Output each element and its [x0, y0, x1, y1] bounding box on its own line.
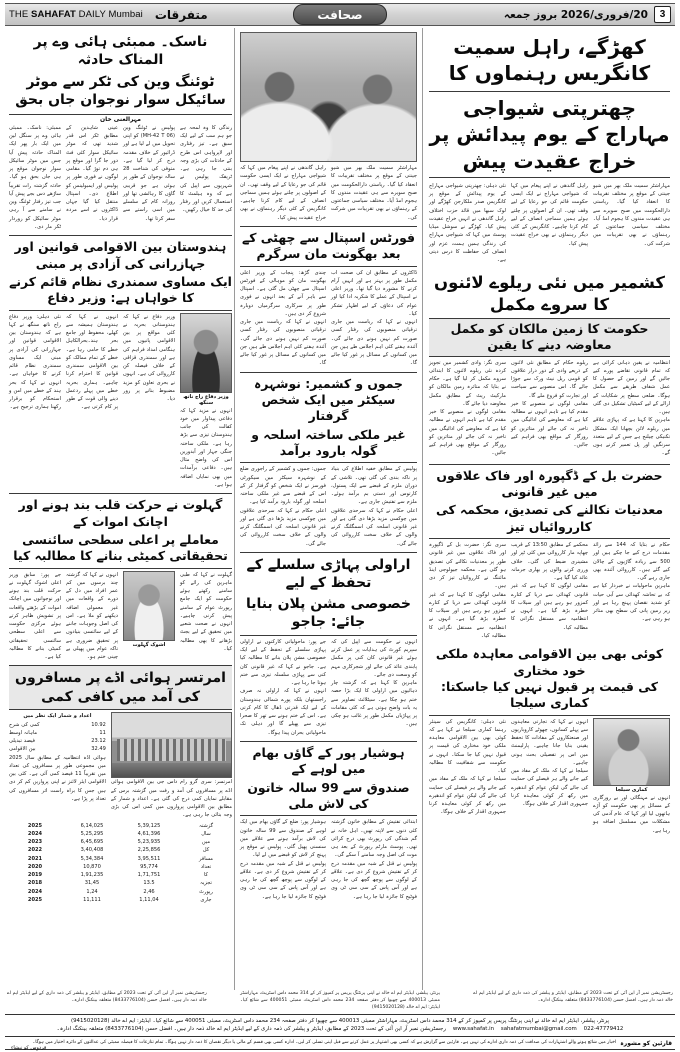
- lead-center-body: [429, 182, 670, 265]
- ad-text: پرنٹر، پبلشر، ایڈیٹر ایم اے خالد نے اپنی پرنٹنگ پریس پر کمپوز کر کے 314 محمد داس اسٹریٹ، مہاراشٹر ممبئی 400013 سے چھپوا کر دفتر صفحہ 234 محمد داس اسٹریٹ، ممبئی 400051 سے شائع کیا۔ ایڈیٹر: ایم اے خالد (9415020128): [240, 991, 440, 1010]
- paragraph: راہل گاندھی نے اپنے پیغام میں کہا کہ شیواجی مہاراج نے ایک ایسی حکومت قائم کی جو رعایا کے لیے وقف تھی۔ ان کے اصولوں پر چلتے ہوئے ہمیں سماجی انصاف کے لیے کام کرنا چاہیے۔ کانگریس کے کئی دیگر رہنماؤں نے بھی خراج عقیدت پیش کیا۔: [511, 182, 588, 247]
- paragraph: ممبئی: ناسک۔ ممبئی ہائی وے پر سنگل لین میں ایک بار پھر ایک المناک حادثہ پیش آیا جس میں موٹر سائیکل سوار نوجوان موقع پر ہی جاں بحق ہو گیا۔ حادثہ گزشتہ رات تقریباً ساڑھے دس بجے پیش آیا جب تیز رفتار ٹوئنگ وین نے سامنے سے آ رہی موٹر سائیکل کو زوردار ٹکر مار دی۔: [9, 124, 61, 230]
- paragraph: امرتسر: سری گرو رام داس جی بین الاقوامی ہوائی اڈے پر مسافروں کی آمد و رفت میں گزشتہ برس کے مقابلے نمایاں کمی درج کی گئی ہے۔ اعداد و شمار کے مطابق بین الاقوامی پروازوں میں کمی اس کی بڑی وجہ بتائی جا رہی ہے۔: [110, 779, 232, 819]
- masthead: [5, 3, 675, 26]
- table-row: کل: [202, 847, 210, 854]
- paragraph: مقامی لوگوں نے منصوبے کا خیر مقدم کیا ہے تاہم انہوں نے مطالبہ کیا ہے کہ معاوضے کی ادائیگی میں تاخیر نہ کی جائے اور متاثرین کو روزگار کے مواقع بھی فراہم کیے جائیں۔: [429, 409, 506, 457]
- table-cell-year: 2020: [27, 863, 43, 870]
- table-cell: 1,71,751: [137, 872, 161, 879]
- column-left: [5, 28, 234, 990]
- publication-date: 20/فروری/2026 بروز جمعہ: [503, 8, 648, 21]
- paragraph: پولیس نے ٹوئنگ وین (MH-42 T 06) کو اپنی تحویل میں لے لیا ہے اور ڈرائیور کے خلاف مقدمہ درج کر لیا گیا ہے۔ متوفی کی شناخت 28 سالہ نوجوان کے طور پر ہوئی ہے جو قریبی گاؤں کا رہائشی تھا اور روزانہ کام کے سلسلے میں اسی راستے سے سفر کرتا تھا۔: [123, 124, 175, 222]
- stat-label: فیصد تبدیلی: [9, 738, 35, 745]
- paragraph: ماہرین کا کہنا ہے کہ پہاڑی علاقے میں ریلوے لائن بچھانا ایک مشکل تکنیکی چیلنج ہے جس کے لیے متعدد سرنگیں اور پل تعمیر کرنے ہوں گے۔: [593, 417, 670, 457]
- paragraph: انتظامیہ نے یقین دہانی کرائی ہے کہ تمام قانونی تقاضے پورے کیے جائیں گے اور زمین کے حصول کا عمل شفاف طریقے سے مکمل ہوگا۔ ضلعی سطح پر شکایات کے ازالے کے لیے کمیٹیاں تشکیل دی گئی ہیں۔: [593, 359, 670, 416]
- article-airport: [9, 665, 232, 904]
- stat-row: [9, 737, 106, 745]
- masthead-left: [504, 6, 671, 23]
- aravali-headline: خصوصی مشن پلان بنایا جائے: جاجو: [245, 595, 412, 631]
- article-defence: [9, 235, 232, 489]
- stat-value: 11: [99, 729, 106, 736]
- table-cell-year: 2018: [27, 880, 43, 887]
- gehlot-headline: معاملے پر اعلی سطحی سائنسی تحقیقاتی کمیٹی بنانے کا مطالبہ کیا: [13, 531, 228, 564]
- paragraph: پولیس نے قتل کے شبہ میں مقدمہ درج کر کے تفتیش شروع کر دی ہے۔ علاقے کے لوگوں سے پوچھ گچھ کی جا رہی ہے اور آس پاس کے سی سی ٹی وی فوٹیج کا جائزہ لیا جا رہا ہے۔: [240, 860, 326, 900]
- sahafat-logo: صحافت: [293, 4, 387, 25]
- article-nowshera: [240, 372, 417, 548]
- contact-line: [8, 1025, 672, 1034]
- article-aravali: [240, 552, 417, 737]
- paragraph: مقامی لوگوں کا کہنا ہے کہ غیر قانونی کھدائی سے دریا کے کنارے کمزور ہو رہے ہیں اور سیلاب کا خطرہ بڑھ گیا ہے۔ انہوں نے انتظامیہ سے مستقل نگرانی کا مطالبہ کیا۔: [511, 583, 588, 631]
- stat-value: 10.92: [91, 721, 106, 728]
- table-row: گزشتہ: [198, 822, 214, 829]
- reader-notice: [5, 1038, 675, 1050]
- eng-bold: SAHAFAT: [31, 9, 76, 20]
- paragraph: ہوشیار پور: ضلع کے گاؤں بھام میں ایک لوہے کے صندوق سے 99 سالہ خاتون کی لاش برآمد ہونے سے علاقے میں سنسنی پھیل گئی۔ پولیس نے موقع پر پہنچ کر لاش کو قبضے میں لے لیا۔: [240, 819, 326, 859]
- article-selja: [429, 646, 670, 835]
- stats-list: [9, 721, 106, 754]
- stats-title: اعداد و شمار ایک نظر میں: [23, 713, 92, 720]
- paragraph: مقامی لوگوں نے منصوبے کا خیر مقدم کیا ہے تاہم انہوں نے مطالبہ کیا ہے کہ معاوضے کی ادائیگی میں تاخیر نہ کی جائے اور متاثرین کو روزگار کے مواقع بھی فراہم کیے جائیں۔: [511, 400, 588, 449]
- paragraph: انہوں نے حکومت سے اپیل کی کہ سپریم کورٹ کی ہدایات پر عمل کرتے ہوئے غیر قانونی کان کنی پر مکمل پابندی عائد کی جائے اور شجرکاری مہم کو وسعت دی جائے۔: [331, 638, 417, 678]
- paragraph: انہوں نے کہا کہ گزشتہ چند برسوں میں کم عمر افراد میں دل کے دورے کے واقعات میں غیر معمولی اضافہ دیکھنے کو ملا ہے۔ اس کی اصل وجوہات جاننے کے لیے سائنسی بنیادوں پر تحقیق ضروری ہے تاکہ عوام میں پھیلی بے چینی ختم ہو۔: [66, 571, 118, 661]
- phone-number: 022-47779412: [583, 1026, 624, 1033]
- paragraph: نئی دہلی: وزیر دفاع راج ناتھ سنگھ نے کہا ہے کہ ہندوستان بین الاقوامی قوانین اور جہازرانی کی آزادی پر مبنی ایک مساوی سمندری نظام قائم کرنے کا خواہاں ہے۔ انہوں نے کہا کہ بحر ہند کے خطے میں امن و استحکام کو برقرار رکھنا ہماری ترجیح ہے۔: [9, 313, 61, 411]
- paragraph: محکمے کے مطابق 13:50 کے قریب چھاپہ مار کارروائی میں کئی ٹپر اور مشینری ضبط کی گئی۔ خلاف ورزی کرنے والوں پر بھاری جرمانہ عائد کیا گیا ہے۔: [511, 542, 588, 582]
- table-row: تعداد: [200, 863, 212, 870]
- paragraph: انہوں نے کہا کہ ہندوستان ہمیشہ سے کھلے، محفوظ اور جامع بحر ہند۔بحرالکاہل خطے کا حامی رہا ہے۔ خطے کے تمام ممالک کو بین الاقوامی سمندری قوانین کا احترام کرنا چاہیے۔ ہماری بحریہ خطے میں پہلے ردعمل دینے والی قوت کے طور پر کام کرتی ہے۔: [66, 313, 118, 411]
- paragraph: جے پور: ماحولیاتی کارکنوں نے اراولی پہاڑی سلسلے کے تحفظ کے لیے ایک خصوصی مشن پلان بنانے کا مطالبہ کیا ہے۔ جاجو نے کہا کہ غیر قانونی کان کنی سے پہاڑی سلسلہ تیزی سے ختم ہوتا جا رہا ہے۔: [240, 638, 326, 686]
- table-cell: 4,61,396: [137, 830, 161, 837]
- photo-rahul-kharge: [240, 32, 417, 162]
- table-cell: 5,23,935: [137, 839, 161, 846]
- page-footer: [5, 990, 675, 1050]
- table-cell: 5,34,384: [80, 855, 104, 862]
- english-masthead: [9, 9, 143, 20]
- paragraph: ماہرین ماحولیات نے خبردار کیا ہے کہ بے تحاشہ کھدائی سے آبی حیات کو شدید نقصان پہنچ رہا ہے اور زیر زمین پانی کی سطح بھی متاثر ہو رہی ہے۔: [593, 583, 670, 623]
- table-col-b: [123, 822, 175, 905]
- kashmir-rail-headline: حکومت کا زمین مالکان کو مکمل معاوضہ دینے کا یقین: [450, 320, 649, 353]
- hoshiarpur-headline: صندوق سے 99 سالہ خاتون کی لاش ملی: [247, 779, 410, 811]
- table-row: میں: [201, 839, 211, 846]
- paragraph: عینی شاہدین کے مطابق ٹکر اس قدر شدید تھی کہ موٹر سائیکل سوار کئی فٹ دور جا گرا اور موقع پر ہی دم توڑ گیا۔ مقامی لوگوں نے فوری طور پر پولیس اور ایمبولینس کو اطلاع دی۔ اسپتال منتقل کیا گیا جہاں ڈاکٹروں نے اسے مردہ قرار دیا۔: [66, 124, 118, 222]
- stat-row: [9, 729, 106, 737]
- paragraph: مقامی لوگوں کا کہنا ہے کہ غیر قانونی کھدائی سے دریا کے کنارے کمزور ہو رہے ہیں اور سیلاب کا خطرہ بڑھ گیا ہے۔ انہوں نے انتظامیہ سے مستقل نگرانی کا مطالبہ کیا۔: [429, 591, 506, 639]
- paragraph: سری نگر: وادی کشمیر میں تجویز کردہ نئی ریلوے لائنوں کا ابتدائی سروے مکمل کر لیا گیا ہے۔ حکام نے بتایا کہ متاثرہ زمین مالکان کو مارکیٹ ریٹ کے مطابق مکمل معاوضہ دیا جائے گا۔: [429, 359, 506, 407]
- lead-center-kicker: کھڑگے، راہل سمیت کانگریس رہنماوں کا: [448, 35, 651, 86]
- nowshera-kicker: جموں و کشمیر: نوشہرہ سیکٹر میں ایک شخص گرفتار: [254, 375, 403, 424]
- paragraph: پولیس کے مطابق خفیہ اطلاع کی بنیاد پر ناکہ بندی کی گئی تھی۔ تلاشی کے دوران ملزم کے قبضے سے ایک پستول، کارتوس اور دستی بم برآمد ہوئے۔ ملزم سے تفتیش جاری ہے۔: [331, 466, 417, 506]
- imprint-box: [5, 1014, 675, 1037]
- table-col-a: [66, 822, 118, 905]
- table-row: سال: [201, 830, 211, 837]
- article-nashik-accident: [9, 33, 232, 231]
- paragraph: پولیس نے قتل کے شبہ میں مقدمہ درج کر کے تفتیش شروع کر دی ہے۔ علاقے کے لوگوں سے پوچھ گچھ کی جا رہی ہے اور آس پاس کے سی سی ٹی وی فوٹیج کا جائزہ لیا جا رہا ہے۔: [331, 860, 417, 900]
- gehlot-kicker: گہلوت نے حرکت قلب بند ہونے اور اچانک اموات کے: [18, 497, 223, 529]
- paragraph: سری نگر: حضرت بل کے ڈگپورہ اور فاک علاقوں میں غیر قانونی طور پر معدنیات نکالنے کی تصدیق ہو گئی ہے۔ محکمہ جیولوجی اینڈ مائننگ نے کارروائیاں تیز کر دی ہیں۔: [429, 542, 506, 590]
- lead-center-col-1: [429, 182, 506, 265]
- paragraph: جے پور: سابق وزیر اعلی اشوک گہلوت نے حرکت قلب بند ہونے اور نوجوانوں میں اچانک اموات کے بڑھتے واقعات پر تشویش ظاہر کرتے ہوئے مرکزی حکومت سے اعلی سطحی سائنسی تحقیقاتی کمیٹی بنانے کا مطالبہ کیا ہے۔: [9, 571, 61, 661]
- table-col-c: [180, 822, 232, 905]
- aravali-kicker: اراولی پہاڑی سلسلے کے تحفظ کے لیے: [246, 556, 411, 592]
- table-cell: 1,24: [86, 888, 98, 895]
- paragraph: زندگی کا وہ لمحہ ہے جو ہم سب کے لیے ایک سبق ہے۔ تیز رفتاری اور لاپرواہی اس طرح کے حادثات کی بڑی وجہ بنتی جا رہی ہے۔ ٹریفک پولیس نے شہریوں سے اپیل کی ہے کہ وہ ہیلمٹ کا استعمال کریں اور رفتار کی حد کا خیال رکھیں۔: [180, 124, 232, 214]
- nowshera-headline: غیر ملکی ساختہ اسلحہ و گولہ بارود برآمد: [251, 426, 406, 458]
- table-cell: 5,39,125: [137, 822, 161, 829]
- registration-line: رجسٹریشن نمبر آر این آئی کے تحت 2023 کے مطابق، ایڈیٹر و پبلشر کی ذمہ داری کے لیے ایڈیٹر ایم اے خالد ذمہ دار ہیں۔ افضل حسن (8433776104) متعلقہ بینکنگ ادارہ۔: [56, 1026, 446, 1033]
- section-title: متفرقات: [154, 7, 208, 22]
- nashik-kicker: ناسک۔ ممبئی ہائی وے پر المناک حادثہ: [33, 34, 208, 69]
- stat-label: کمی کی شرح: [9, 721, 40, 728]
- airport-headline: امرتسر ہوائی اڈے پر مسافروں کی آمد میں کافی کمی: [15, 670, 226, 705]
- masthead-right: [9, 8, 208, 22]
- table-cell: 2,46: [143, 888, 155, 895]
- table-cell-year: 2019: [27, 872, 43, 879]
- paragraph: انہوں نے کہا کہ ریاست میں جاری ترقیاتی منصوبوں کی رفتار کسی صورت کم نہیں ہونے دی جائے گی۔ آئندہ ہفتے کئی اہم اجلاس طے ہیں جن میں کسانوں کے مسائل پر غور کیا جائے گا۔: [331, 319, 417, 367]
- paragraph: وزیر دفاع نے کہا کہ ہندوستانی بحریہ نے کئی مواقع پر بین الاقوامی پانیوں میں ہنگامی امداد فراہم کی ہے اور سمندری قزاقی کے خلاف فیصلہ کن کارروائی کی ہے۔ انہوں نے بحری تعاون کو مزید مضبوط بنانے پر زور دیا۔: [122, 313, 175, 403]
- website-link[interactable]: www.sahafat.in: [452, 1026, 495, 1033]
- column-middle: [234, 28, 422, 990]
- paragraph: مہاراشٹر سمیت ملک بھر میں شیو جینتی کے موقع پر مختلف تقریبات کا انعقاد کیا گیا۔ ریاستی دارالحکومت میں صبح سویرے سے ہی عقیدت مندوں کا ہجوم امڈ آیا۔ مختلف سیاسی جماعتوں کے رہنماؤں نے بھی تقریبات میں شرکت کی۔: [331, 165, 417, 221]
- paragraph: انہوں نے کہا کہ تجارتی معاہدوں سے پہلے کسانوں، چھوٹے کاروباریوں اور صنعتکاروں کے مفادات کا تحفظ یقینی بنایا جانا چاہیے۔ پارلیمنٹ میں اس پر تفصیلی بحث ہونی چاہیے۔: [511, 718, 588, 766]
- photo-rajnath-singh: [180, 313, 232, 393]
- newspaper-page: [0, 3, 680, 1052]
- table-cell: 13.5: [143, 880, 155, 887]
- stat-label: ماہانہ اوسط: [9, 729, 38, 736]
- stat-row: [9, 721, 106, 729]
- paragraph: نئی دہلی: کانگریس کی سینئر رہنما کماری سیلجا نے کہا ہے کہ کوئی بھی بین الاقوامی معاہدہ ملکی خود مختاری کی قیمت پر قبول نہیں کیا جا سکتا۔ انہوں نے حکومت سے شفافیت کا مطالبہ کیا۔: [429, 718, 506, 775]
- table-cell: 3,40,408: [80, 847, 104, 854]
- table-cell: 1,11,04: [139, 896, 159, 903]
- table-cell-year: 2024: [27, 888, 43, 895]
- page-number: 3: [654, 6, 671, 23]
- notice-tag: قارئین کو مشورہ: [620, 1040, 672, 1047]
- paragraph: ماہرین کا کہنا ہے کہ گزشتہ چار دہائیوں میں اراولی کا ایک بڑا حصہ ختم ہو چکا ہے۔ سیٹلائٹ تصاویر سے یہ بات واضح ہوتی ہے کہ کئی مقامات پر پہاڑیاں مکمل طور پر غائب ہو چکی ہیں۔: [331, 680, 417, 728]
- paragraph: ہوائی اڈہ انتظامیہ کے مطابق سال 2025 میں مجموعی طور پر مسافروں کی تعداد میں تقریباً 11 فیصد کمی آئی ہے۔ کئی بین الاقوامی ایئر لائنز نے اپنی پروازیں کم کر دی ہیں جس کا براہ راست اثر مسافروں کی تعداد پر پڑا ہے۔: [9, 754, 106, 802]
- table-col-year: [9, 822, 61, 905]
- table-row: کا: [204, 872, 208, 879]
- eng-pre: THE: [9, 9, 32, 20]
- stat-row: [9, 745, 106, 753]
- paragraph: گہلوت نے کہا کہ طبی ماہرین کی رائے کو سامنے رکھتے ہوئے حکومت کو ایک جامع رپورٹ عوام کے سامنے پیش کرنی چاہیے۔ انہوں نے صحت شعبے میں تحقیق کے لیے بجٹ بڑھانے کا بھی مطالبہ کیا۔: [180, 571, 232, 652]
- paragraph: اعلی حکام نے کہا کہ سرحدی علاقوں میں چوکسی مزید بڑھا دی گئی ہے اور غیر قانونی اسلحہ کی اسمگلنگ کرنے والوں کے خلاف سخت کارروائی کی جائے گی۔: [331, 507, 417, 547]
- kashmir-rail-kicker: کشمیر میں نئی ریلوے لائنوں کا سروے مکمل: [434, 273, 665, 315]
- table-cell: 5,25,295: [80, 830, 104, 837]
- defence-headline: ایک مساوی سمندری نظام قائم کرنے کا خواہاں ہے: وزیر دفاع: [9, 273, 232, 306]
- table-cell: 3,95,511: [137, 855, 161, 862]
- paragraph: سیلجا نے کہا کہ ملک کے مفاد میں کیے جانے والے ہر فیصلے کی حمایت کی جائے گی لیکن عوام کو اندھیرے میں رکھ کر کوئی معاہدہ کرنا جمہوری اقدار کے خلاف ہوگا۔: [429, 776, 506, 816]
- paragraph: مہاراشٹر سمیت ملک بھر میں شیو جینتی کے موقع پر مختلف تقریبات کا انعقاد کیا گیا۔ ریاستی دارالحکومت میں صبح سویرے سے ہی عقیدت مندوں کا ہجوم امڈ آیا۔ مختلف سیاسی جماعتوں کے رہنماؤں نے بھی تقریبات میں شرکت کی۔: [593, 182, 670, 247]
- paragraph: ڈاکٹروں کے مطابق ان کی صحت اب مکمل طور پر بہتر ہے اور انہیں آرام کرنے کا مشورہ دیا گیا تھا۔ وزیر اعلی نے اسپتال کے عملے کا شکریہ ادا کیا اور عوام کی دعاؤں کے لیے اظہار تشکر کیا۔: [331, 269, 417, 317]
- dachigam-headline: معدنیات نکالنے کی تصدیق، محکمہ کی کارروائیاں تیز: [435, 502, 664, 534]
- table-cell-year: 2023: [27, 839, 43, 846]
- byline: مہرالغنی خان: [100, 115, 141, 123]
- table-cell: 6,14,025: [80, 822, 104, 829]
- airport-data-table: [9, 822, 232, 905]
- photo-ashok-gehlot: [123, 571, 175, 641]
- article-kashmir-rail: [429, 270, 670, 457]
- photo-caption: وزیر دفاع راج ناتھ سنگھ: [183, 393, 229, 406]
- dachigam-kicker: حضرت بل کے ڈگپورہ اور فاک علاقوں میں غیر قانونی: [436, 467, 663, 500]
- table-cell-year: 2024: [27, 830, 43, 837]
- paragraph: حکام نے بتایا کہ 144 سے زائد مقدمات درج کیے جا چکے ہیں اور 500 سے زیادہ گاڑیوں کے چالان کیے گئے ہیں۔ کارروائی آئندہ بھی جاری رہے گی۔: [593, 542, 670, 582]
- table-cell: 2,25,856: [137, 847, 161, 854]
- lead-center-col-2: [511, 182, 588, 265]
- table-cell: 10,870: [83, 863, 101, 870]
- paragraph: انہوں نے مہنگائی اور بے روزگاری کے مسائل پر بھی حکومت کو آڑے ہاتھوں لیا اور کہا کہ عام آدمی کی مشکلات میں مسلسل اضافہ ہو رہا ہے۔: [593, 794, 670, 834]
- paragraph: انہوں نے کہا کہ ریاست میں جاری ترقیاتی منصوبوں کی رفتار کسی صورت کم نہیں ہونے دی جائے گی۔ آئندہ ہفتے کئی اہم اجلاس طے ہیں جن میں کسانوں کے مسائل پر غور کیا جائے گا۔: [240, 319, 326, 367]
- article-dachigam: [429, 464, 670, 641]
- email-link[interactable]: sahafatmumbai@gmail.com: [500, 1026, 577, 1033]
- footer-ad-strip: [5, 990, 675, 1013]
- photo-caption: کماری سیلجا: [615, 786, 648, 793]
- lead-center-headline: چھترپتی شیواجی مہاراج کے یوم پیدائش پر خراج عقیدت پیش: [429, 95, 670, 173]
- photo-caption: اشوک گہلوت: [132, 641, 166, 648]
- eng-post: DAILY Mumbai: [75, 9, 143, 20]
- paragraph: جموں: جموں و کشمیر کے راجوری ضلع کے نوشہرہ سیکٹر میں سیکورٹی فورسز نے ایک شخص کو گرفتار کر کے اس کے قبضے سے غیر ملکی ساختہ اسلحہ اور گولہ بارود برآمد کیا ہے۔: [240, 466, 326, 506]
- paragraph: ابتدائی تفتیش کے مطابق خاتون گزشتہ کئی دنوں سے لاپتہ تھیں۔ اہل خانہ نے گم شدگی کی رپورٹ بھی درج کرائی تھی۔ پوسٹ مارٹم رپورٹ کے بعد ہی موت کی اصل وجہ سامنے آ سکے گی۔: [331, 819, 417, 859]
- paragraph: ریلوے حکام کے مطابق نئی لائنوں کے ذریعے وادی کے دور دراز علاقوں کو قومی ریل نیٹ ورک سے جوڑا جائے گا۔ اس منصوبے سے سیاحت اور تجارت کو فروغ ملے گا۔: [511, 359, 588, 399]
- table-cell-year: 2022: [27, 847, 43, 854]
- article-gehlot: [9, 493, 232, 661]
- table-cell-year: 2025: [27, 822, 43, 829]
- lead-center-col-3: [593, 182, 670, 265]
- ad-text: رجسٹریشن نمبر آر این آئی کے تحت 2023 کے مطابق، ایڈیٹر و پبلشر کی ذمہ داری کے لیے ایڈیٹر ایم اے خالد ذمہ دار ہیں۔ افضل حسن (8433776104) متعلقہ بینکنگ ادارہ۔: [7, 991, 207, 1003]
- selja-headline: کی قیمت پر قبول نہیں کیا جاسکتا: کماری سیلجا: [429, 679, 670, 716]
- article-hoshiarpur: [240, 741, 417, 901]
- defence-kicker: ہندوستان بین الاقوامی قوانین اور جہازرانی کی آزادی پر مبنی: [14, 239, 227, 271]
- table-cell: 95,774: [140, 863, 158, 870]
- table-cell: 11,111: [83, 896, 101, 903]
- table-cell: 6,45,695: [80, 839, 104, 846]
- selja-kicker: کوئی بھی بین الاقوامی معاہدہ ملکی خود مختاری: [435, 646, 664, 678]
- paragraph: راہل گاندھی نے اپنے پیغام میں کہا کہ شیواجی مہاراج نے ایک ایسی حکومت قائم کی جو رعایا کے لیے وقف تھی۔ ان کے اصولوں پر چلتے ہوئے ہمیں سماجی انصاف کے لیے کام کرنا چاہیے۔ کانگریس کے کئی دیگر رہنماؤں نے بھی خراج عقیدت پیش کیا۔: [240, 165, 326, 221]
- page-grid: [5, 28, 675, 990]
- photo-amritsar-airport: [111, 712, 232, 778]
- table-cell-year: 2025: [27, 896, 43, 903]
- table-row: جاری: [200, 896, 212, 903]
- paragraph: انہوں نے کہا کہ اراولی نہ صرف راجستھان بلکہ پورے شمالی ہندوستان کے لیے ایک قدرتی ڈھال کا کام کرتی ہے۔ اس کے ختم ہونے سے تھر کا صحرا تیزی سے پھیلے گا اور دہلی تک ماحولیاتی بحران پیدا ہوگا۔: [240, 688, 326, 736]
- signature: فردوس کو نیشاء: [11, 1045, 47, 1051]
- table-row: رپورٹ: [199, 888, 213, 895]
- paragraph: چندی گڑھ: پنجاب کے وزیر اعلی بھگونت مان کو موہالی کے فورٹس اسپتال سے چھٹی مل گئی ہے۔ اسپتال سے باہر آنے کے بعد انہوں نے فوری طور پر سرکاری سرگرمیاں دوبارہ شروع کر دی ہیں۔: [240, 269, 326, 317]
- hoshiarpur-kicker: ہوشیار پور کے گاؤں بھام میں لوہے کے: [252, 744, 405, 777]
- nashik-headline: ٹوئنگ وین کی ٹکر سے موٹر سائیکل سوار نوجوان جاں بحق: [15, 73, 226, 109]
- paragraph: نئی دہلی: چھترپتی شیواجی مہاراج کے یوم پیدائش کے موقع پر کانگریس صدر ملکارجن کھڑگے اور لوک سبھا میں قائد حزب اختلاف راہل گاندھی نے انہیں خراج عقیدت پیش کیا۔ کھڑگے نے سوشل میڈیا پوسٹ میں کہا کہ شیواجی مہاراج کی زندگی ہمیں ہمت، عزم اور انصاف کی حفاظت کا درس دیتی ہے۔: [429, 182, 506, 264]
- paragraph: انہوں نے مزید کہا کہ دفاعی پیداوار میں خود کفالت کی جانب ہندوستان تیزی سے بڑھ رہا ہے۔ ملکی ساختہ جنگی جہاز اور آبدوزیں اس کی واضح مثال ہیں۔ دفاعی برآمدات میں بھی نمایاں اضافہ ہوا ہے۔: [180, 407, 232, 488]
- imprint-line: پرنٹر، پبلشر، ایڈیٹر ایم اے خالد نے اپنی پرنٹنگ پریس پر کمپوز کر کے 314 محمد داس اسٹریٹ، مہاراشٹر ممبئی 400013 سے چھپوا کر دفتر صفحہ 234 محمد داس اسٹریٹ، ممبئی 400051 سے شائع کیا۔ ایڈیٹر: ایم اے خالد (9415020128): [71, 1017, 609, 1024]
- ad-text: رجسٹریشن نمبر آر این آئی کے تحت 2023 کے مطابق، ایڈیٹر و پبلشر کی ذمہ داری کے لیے ایڈیٹر ایم اے خالد ذمہ دار ہیں۔ افضل حسن (8433776104) متعلقہ بینکنگ ادارہ۔: [473, 991, 673, 1003]
- table-cell: 31,45: [84, 880, 100, 887]
- stat-value: 32.49: [91, 746, 106, 753]
- photo-kumari-selja: [593, 718, 670, 786]
- table-row: تجزیہ: [200, 880, 212, 887]
- stat-value: 23.12: [91, 738, 106, 745]
- column-right: [422, 28, 675, 990]
- table-cell: 1,91,235: [80, 872, 104, 879]
- paragraph: اعلی حکام نے کہا کہ سرحدی علاقوں میں چوکسی مزید بڑھا دی گئی ہے اور غیر قانونی اسلحہ کی اسمگلنگ کرنے والوں کے خلاف سخت کارروائی کی جائے گی۔: [240, 507, 326, 547]
- notice-text: اخبار میں شائع ہونے والے اشتہارات کی صداقت کی ذمہ داری ادارے کی نہیں ہے۔ قارئین سے گزارش ہے کہ کسی بھی اشتہار پر عمل کرنے سے قبل اپنی تسلی کر لیں۔ ادارہ کسی بھی قسم کے مالی یا دیگر نقصان کا ذمہ دار نہیں ہوگا۔ تمام تنازعات کا فیصلہ ممبئی کی عدالتوں کے دائرہ اختیار میں ہوگا۔: [32, 1040, 617, 1045]
- paragraph: سیلجا نے کہا کہ ملک کے مفاد میں کیے جانے والے ہر فیصلے کی حمایت کی جائے گی لیکن عوام کو اندھیرے میں رکھ کر کوئی معاہدہ کرنا جمہوری اقدار کے خلاف ہوگا۔: [511, 768, 588, 808]
- article-bhagwant-mann: [240, 226, 417, 368]
- table-cell-year: 2021: [27, 855, 43, 862]
- mann-headline: فورٹس اسپتال سے چھٹی کے بعد بھگونت مان سرگرم: [241, 229, 415, 262]
- table-row: مسافر: [198, 855, 214, 862]
- stat-label: بین الاقوامی: [9, 746, 36, 753]
